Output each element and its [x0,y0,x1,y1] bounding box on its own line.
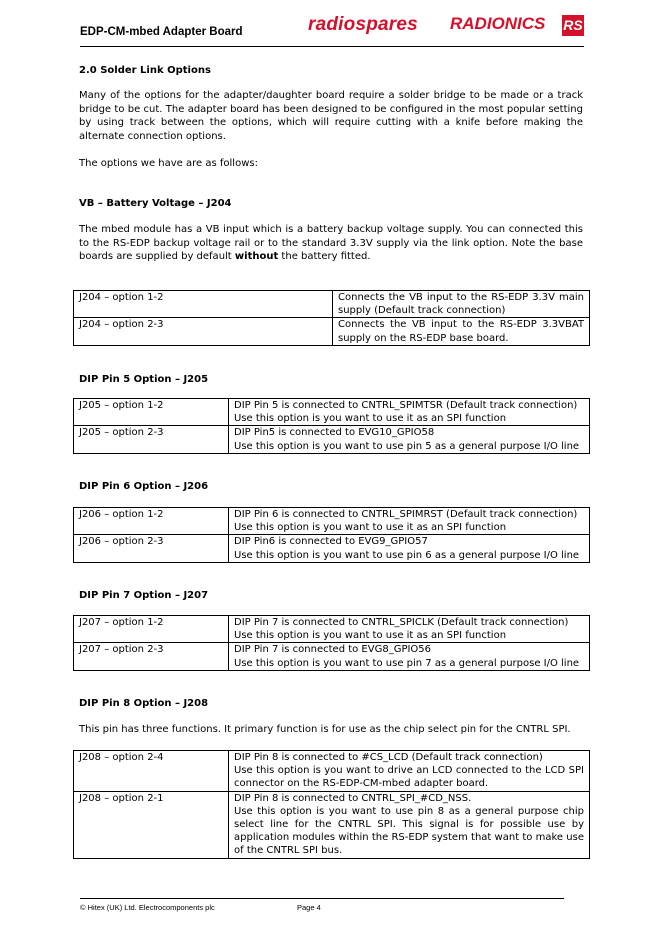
description-line: DIP Pin 8 is connected to #CS_LCD (Default track connection) [234,752,543,763]
option-cell: J206 – option 1-2 [74,508,229,535]
vb-paragraph [79,223,583,264]
page-header [80,14,584,47]
description-line: DIP Pin 7 is connected to EVG8_GPIO56 [234,644,432,656]
section-heading: 2.0 Solder Link Options [79,65,211,76]
description-cell [229,643,590,670]
option-cell: J207 – option 2-3 [74,643,229,670]
j206-table [73,507,590,563]
option-cell: J208 – option 2-4 [74,751,229,792]
j207-heading: DIP Pin 7 Option – J207 [79,590,209,601]
j207-table [73,615,590,671]
j208-intro: This pin has three functions. It primary function is for use as the chip select pin for the CNTRL SPI. [79,724,571,735]
intro-paragraph: Many of the options for the adapter/daughter board require a solder bridge to be made or a track bridge to be cut. The adapter board has been designed to be configured in the most popular setting by using track between the options, which will require cutting with a knife before making the alternate connection options. [79,90,583,142]
option-cell: J207 – option 1-2 [74,616,229,643]
description-cell [229,426,590,453]
page-footer [80,898,564,912]
table-row [74,426,590,453]
table-row [74,318,590,345]
description-cell [229,535,590,562]
table-row [74,616,590,643]
j205-table [73,398,590,454]
description-line: DIP Pin 6 is connected to CNTRL_SPIMRST (Default track connection) [234,509,578,520]
description-line: Use this option is you want to use it as an SPI function [234,413,507,425]
j205-heading: DIP Pin 5 Option – J205 [79,374,209,385]
j206-heading: DIP Pin 6 Option – J206 [79,481,209,492]
radionics-logo: RADIONICS [450,14,546,33]
description-line: Use this option is you want to use it as an SPI function [234,630,507,642]
description-line: Use this option is you want to use pin 8 as a general purpose chip select line for the CNTRL SPI. This signal is for possible use by application modules within the RS-EDP system that want to make use of the CNTRL SPI bus. [234,805,584,857]
vb-heading: VB – Battery Voltage – J204 [79,198,232,209]
description-line: Use this option is you want to use it as an SPI function [234,522,507,534]
table-row [74,399,590,426]
table-row [74,791,590,858]
page-number: Page 4 [297,903,321,912]
description-cell [229,751,590,792]
options-intro: The options we have are as follows: [79,158,258,169]
description-cell [229,616,590,643]
j208-table [73,750,590,859]
description-line: Use this option is you want to use pin 7 as a general purpose I/O line [234,657,580,669]
table-row [74,643,590,670]
description-line: DIP Pin5 is connected to EVG10_GPIO58 [234,427,435,439]
option-cell: J204 – option 1-2 [74,291,333,318]
rs-logo: RS [562,15,584,36]
description-line: Use this option is you want to drive an LCD connected to the LCD SPI connector on the RS-EDP-CM-mbed adapter board. [234,765,584,790]
option-cell: J206 – option 2-3 [74,535,229,562]
description-cell [229,399,590,426]
description-cell: Connects the VB input to the RS-EDP 3.3VBAT supply on the RS-EDP base board. [333,318,590,345]
vb-text-end: the battery fitted. [278,251,371,262]
document-title: EDP-CM-mbed Adapter Board [80,26,243,38]
description-line: Use this option is you want to use pin 6 as a general purpose I/O line [234,549,580,561]
description-cell: Connects the VB input to the RS-EDP 3.3V main supply (Default track connection) [333,291,590,318]
table-row [74,291,590,318]
description-line: DIP Pin6 is connected to EVG9_GPIO57 [234,536,428,548]
description-line: DIP Pin 8 is connected to CNTRL_SPI_#CD_NSS. [234,792,472,804]
j204-table [73,290,590,346]
option-cell: J204 – option 2-3 [74,318,333,345]
option-cell: J205 – option 1-2 [74,399,229,426]
j208-heading: DIP Pin 8 Option – J208 [79,698,209,709]
footer-copyright: © Hitex (UK) Ltd. Electrocomponents plc [80,903,215,912]
vb-text-bold: without [234,251,279,262]
description-line: DIP Pin 5 is connected to CNTRL_SPIMTSR (Default track connection) [234,400,578,411]
table-row [74,535,590,562]
description-cell [229,508,590,535]
option-cell: J205 – option 2-3 [74,426,229,453]
description-line: DIP Pin 7 is connected to CNTRL_SPICLK (Default track connection) [234,617,569,628]
radiospares-logo: radiospares [308,14,418,35]
table-row [74,508,590,535]
vb-text: The mbed module has a VB input which is a battery backup voltage supply. You can connected this to the RS-EDP backup voltage rail or to the standard 3.3V supply via the link option. Note the base boards are supplied by default [79,224,583,262]
option-cell: J208 – option 2-1 [74,791,229,858]
description-line: Use this option is you want to use pin 5 as a general purpose I/O line [234,440,580,452]
description-cell [229,791,590,858]
table-row [74,751,590,792]
